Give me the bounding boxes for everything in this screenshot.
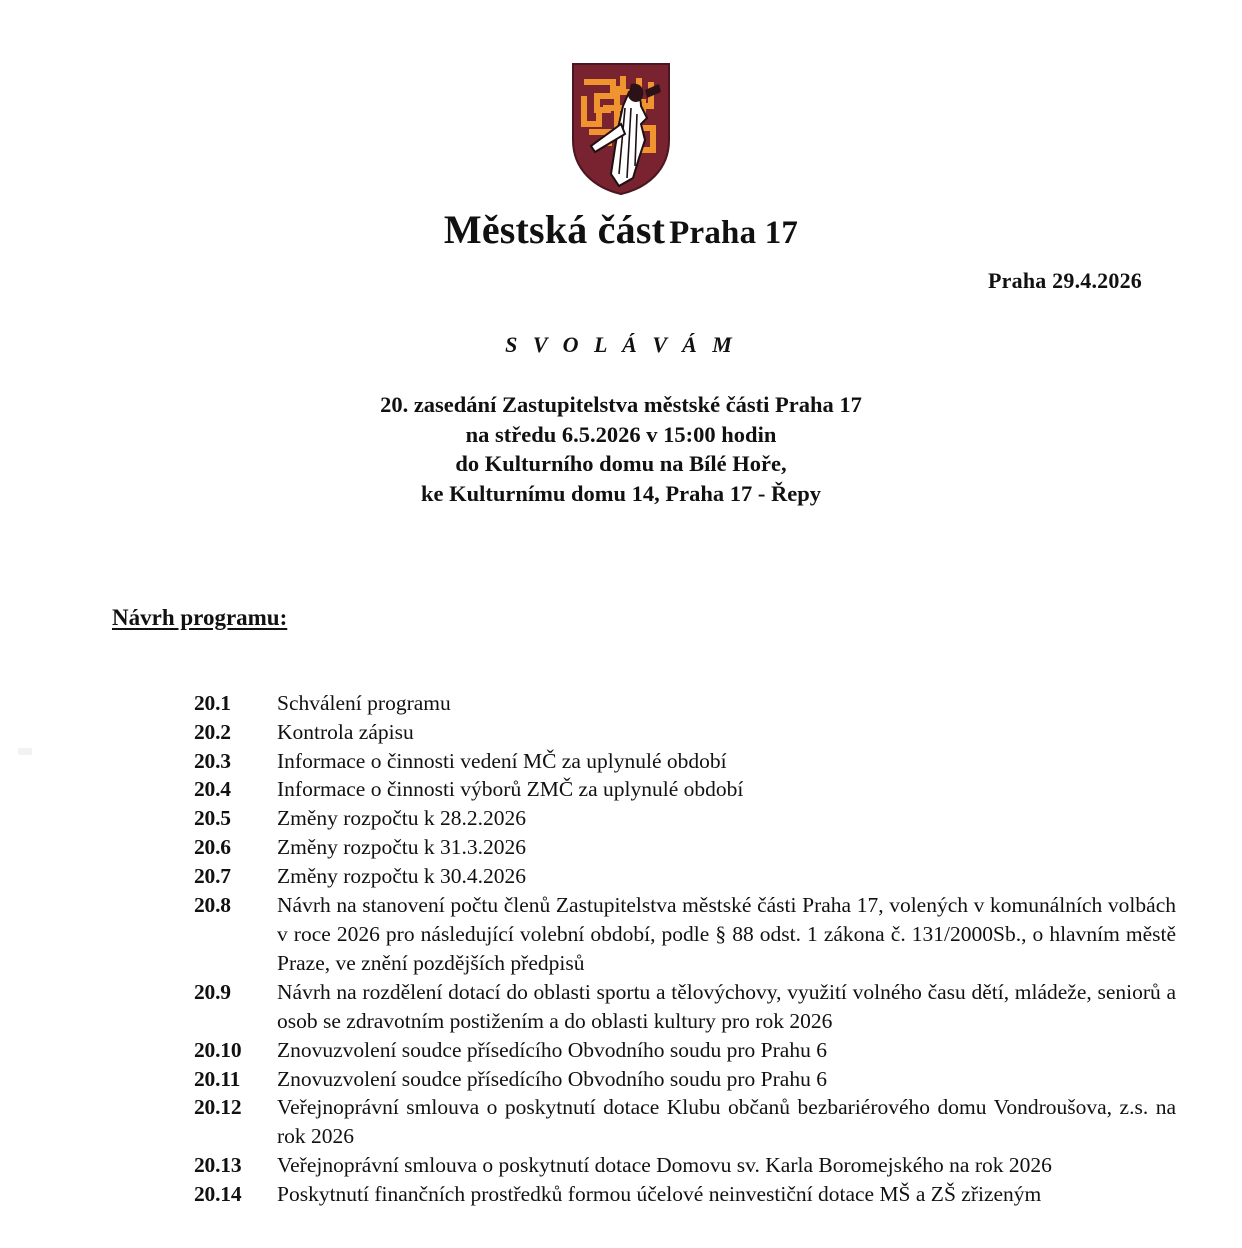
agenda-item-number: 20.10 [194, 1037, 242, 1062]
agenda-list [194, 689, 1176, 1209]
org-title-small: Praha 17 [669, 215, 799, 251]
meeting-line-address: ke Kulturnímu domu 14, Praha 17 - Řepy [420, 481, 822, 507]
meeting-details [0, 390, 1242, 509]
agenda-item [194, 833, 1176, 862]
agenda-item [194, 1151, 1176, 1180]
agenda-item [194, 1180, 1176, 1209]
agenda-item [194, 862, 1176, 891]
meeting-line-datetime: na středu 6.5.2026 v 15:00 hodin [465, 421, 777, 447]
agenda-item-text: Poskytnutí finančních prostředků formou účelové neinvestiční dotace MŠ a ZŠ zřizeným [277, 1182, 1042, 1207]
agenda-item [194, 775, 1176, 804]
agenda-item-number: 20.5 [194, 806, 231, 831]
agenda-item-text: Návrh na stanovení počtu členů Zastupitelstva městské části Praha 17, volených v komunálních volbách v roce 2026 pro následující volební období, podle § 88 odst. 1 zákona č. 131/2000Sb., o hlavním městě Praze, ve znění pozdějších předpisů [277, 893, 1176, 975]
praha-17-coat-of-arms-icon [569, 62, 673, 196]
meeting-line-title: 20. zasedání Zastupitelstva městské části Praha 17 [380, 392, 862, 417]
agenda-item-number: 20.11 [194, 1066, 241, 1091]
agenda-item-number: 20.6 [194, 835, 231, 860]
agenda-item [194, 1036, 1176, 1065]
page-title [0, 207, 1242, 252]
scan-artifact-speck [18, 748, 32, 755]
agenda-item-text: Kontrola zápisu [277, 719, 414, 744]
agenda-item-text: Znovuzvolení soudce přísedícího Obvodního soudu pro Prahu 6 [277, 1066, 827, 1091]
convocation-word: S V O L Á V Á M [505, 332, 737, 357]
agenda-item-text: Schválení programu [277, 690, 451, 715]
agenda-heading-wrap [0, 509, 1242, 631]
agenda-item-number: 20.1 [194, 690, 231, 715]
agenda-item-text: Veřejnoprávní smlouva o poskytnutí dotace Domovu sv. Karla Boromejského na rok 2026 [277, 1153, 1052, 1178]
agenda-item-number: 20.9 [194, 979, 231, 1004]
agenda-item-number: 20.2 [194, 719, 231, 744]
agenda-item-text: Návrh na rozdělení dotací do oblasti sportu a tělovýchovy, využití volného času dětí, mládeže, seniorů a osob se zdravotním postižením a do oblasti kultury pro rok 2026 [277, 979, 1176, 1033]
agenda-item-text: Změny rozpočtu k 28.2.2026 [277, 806, 526, 831]
agenda-item [194, 978, 1176, 1036]
agenda-item [194, 891, 1176, 978]
agenda-item-number: 20.3 [194, 748, 231, 773]
agenda-item-text: Změny rozpočtu k 31.3.2026 [277, 835, 526, 860]
agenda-item-number: 20.13 [194, 1153, 242, 1178]
agenda-item-number: 20.7 [194, 864, 231, 889]
org-title-large: Městská část [443, 207, 666, 252]
agenda-item-number: 20.8 [194, 893, 231, 918]
meeting-line-venue: do Kulturního domu na Bílé Hoře, [455, 451, 787, 477]
agenda-item-text: Znovuzvolení soudce přísedícího Obvodního soudu pro Prahu 6 [277, 1037, 827, 1062]
agenda-item-text: Informace o činnosti výborů ZMČ za uplynulé období [277, 777, 744, 802]
agenda-item-text: Změny rozpočtu k 30.4.2026 [277, 864, 526, 889]
agenda-item [194, 747, 1176, 776]
agenda-item-number: 20.12 [194, 1095, 242, 1120]
agenda-item [194, 1065, 1176, 1094]
agenda-item-number: 20.4 [194, 777, 231, 802]
agenda-item [194, 718, 1176, 747]
agenda-item [194, 1093, 1176, 1151]
document-date: Praha 29.4.2026 [988, 268, 1142, 293]
agenda-item-number: 20.14 [194, 1182, 242, 1207]
agenda-item [194, 804, 1176, 833]
agenda-item [194, 689, 1176, 718]
document-masthead [0, 0, 1242, 250]
agenda-heading: Návrh programu: [112, 604, 288, 630]
agenda-item-text: Informace o činnosti vedení MČ za uplynulé období [277, 748, 727, 773]
agenda-item-text: Veřejnoprávní smlouva o poskytnutí dotace Klubu občanů bezbariérového domu Vondroušova, z.s. na rok 2026 [277, 1095, 1176, 1149]
